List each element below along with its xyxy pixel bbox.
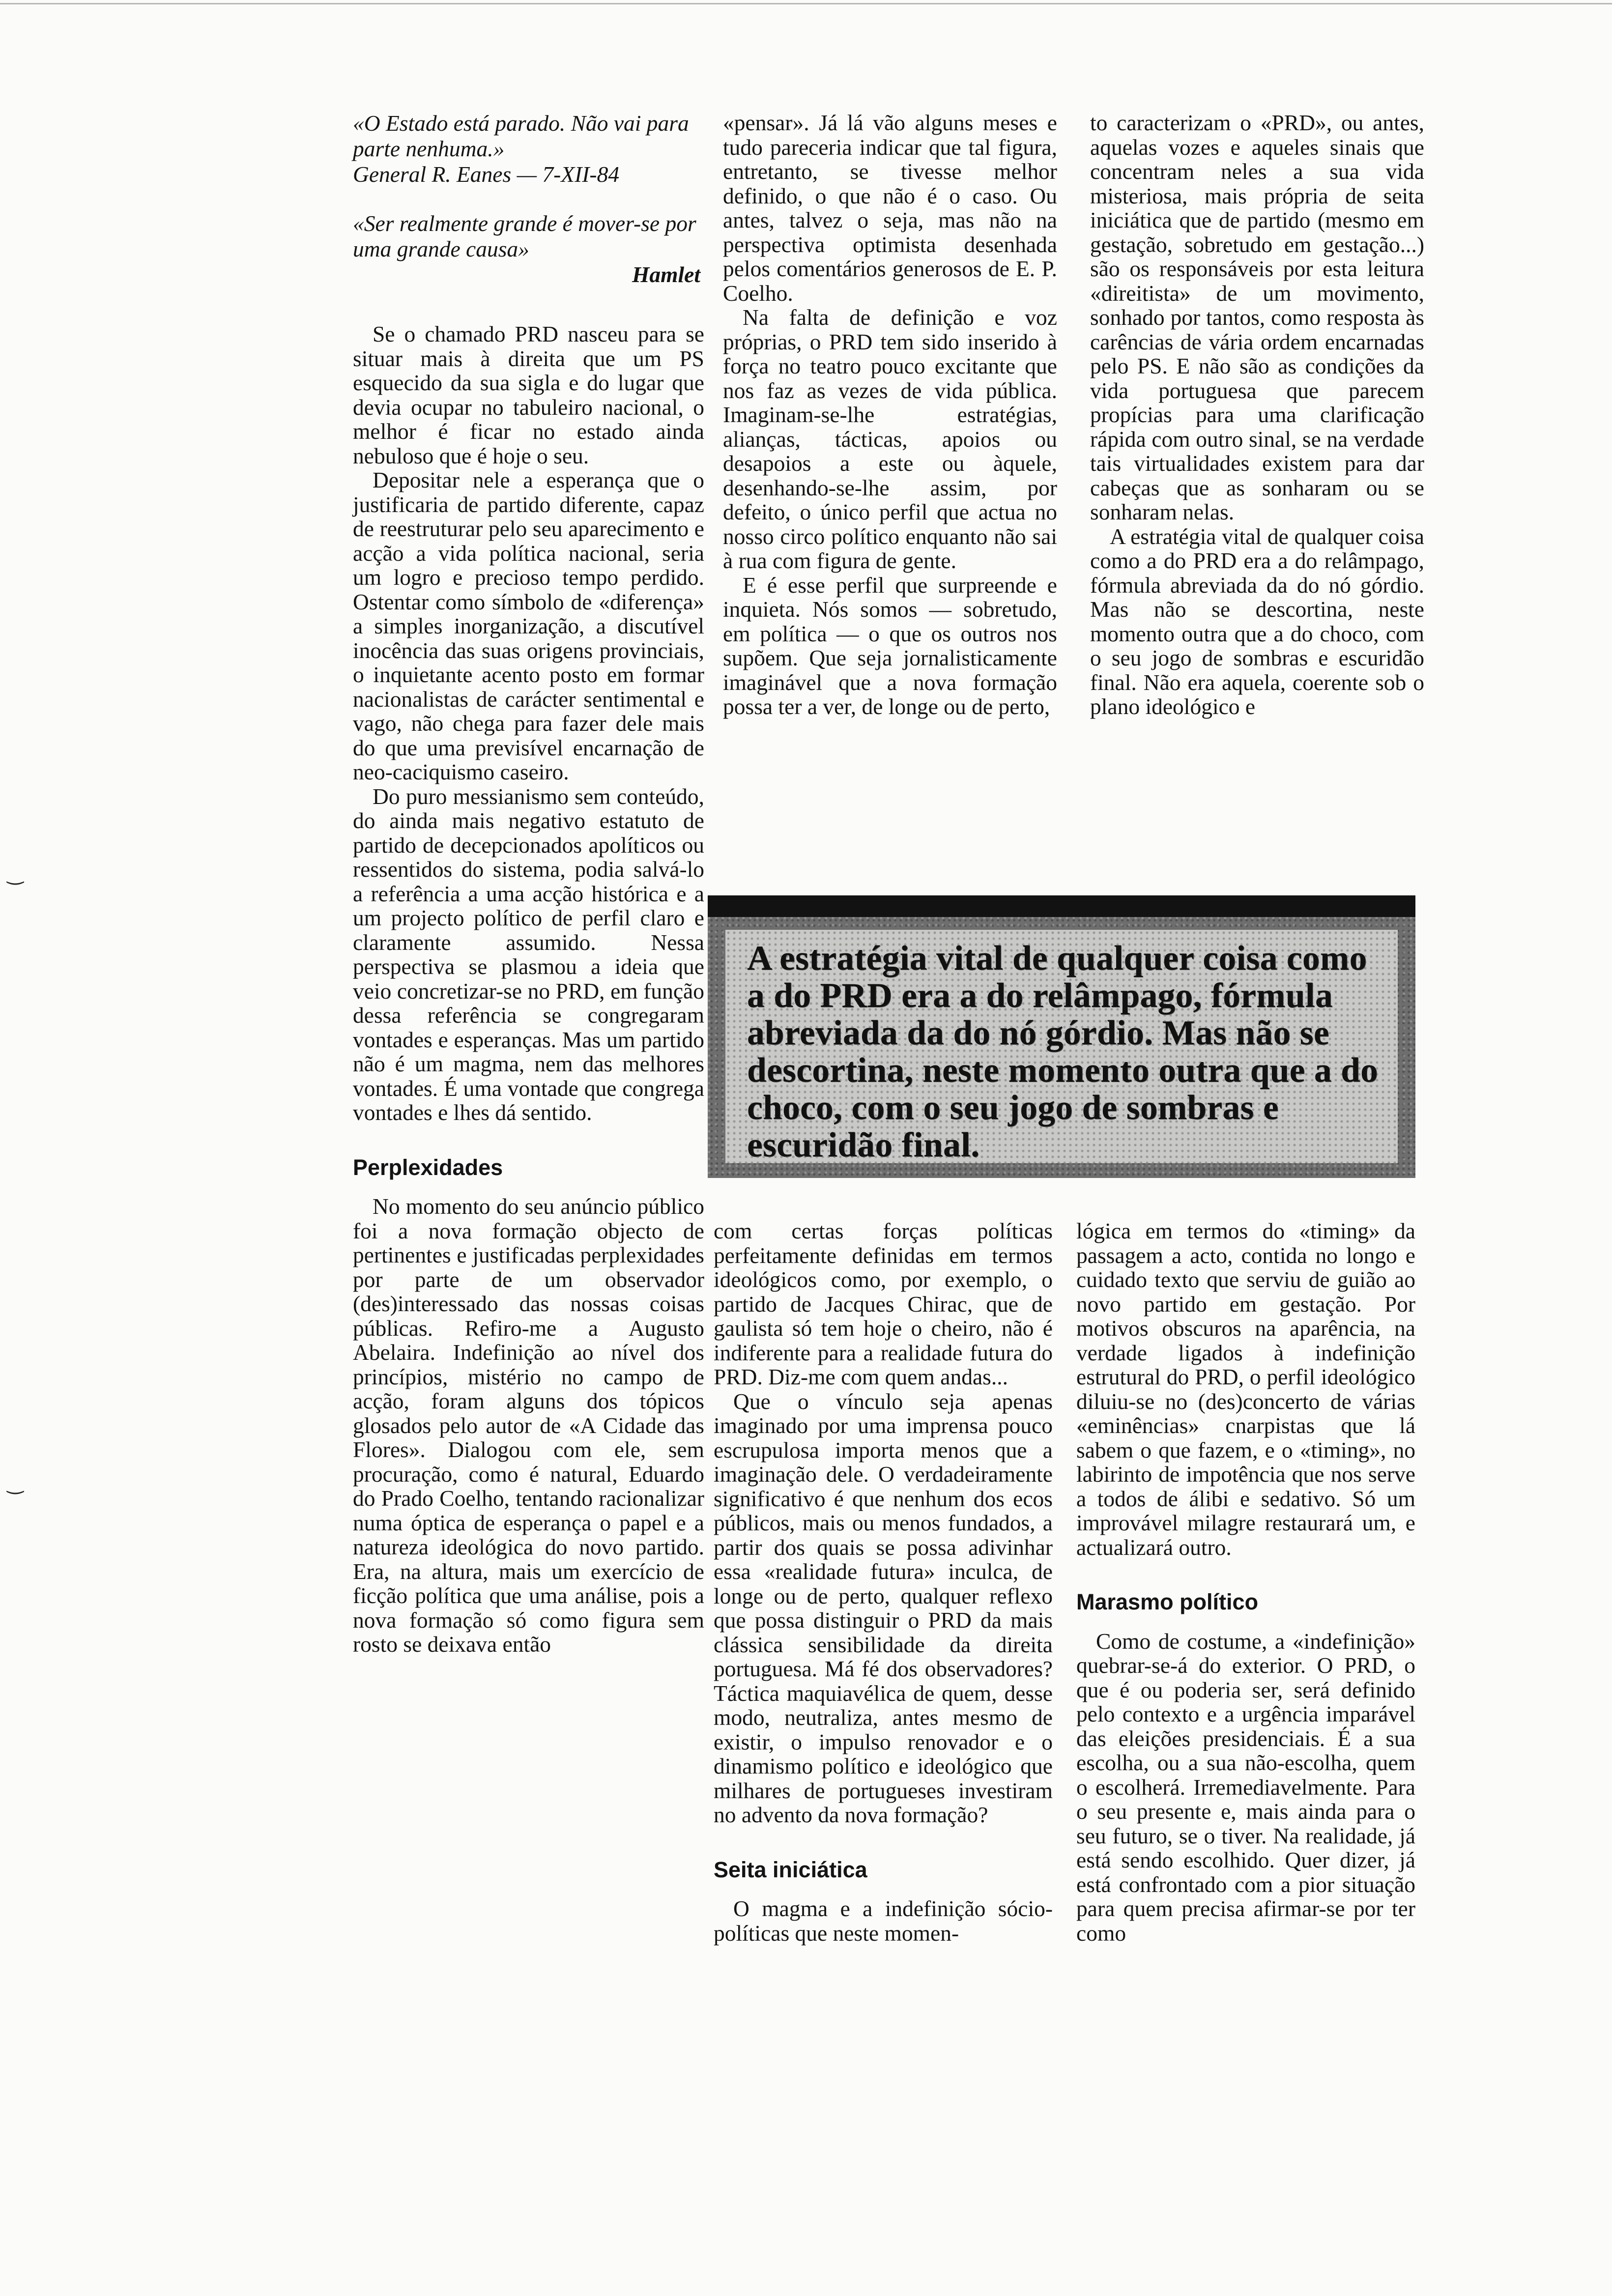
body-paragraph: com certas forças políticas perfeitamente definidas em termos ideológicos como, por exemplo, o partido de Jacques Chirac, que de gaulista só tem hoje o cheiro, não é indiferente para a realidade futura do PRD. Diz-me com quem andas...: [714, 1218, 1053, 1389]
body-paragraph: Do puro messianismo sem conteúdo, do ainda mais negativo estatuto de partido de decepcionados apolíticos ou ressentidos do sistema, podia salvá-lo a referência a uma acção histórica e a um projecto político de perfil claro e claramente assumido. Nessa perspectiva se plasmou a ideia que veio concretizar-se no PRD, em função dessa referência se congregaram vontades e esperanças. Mas um partido não é um magma, nem das melhores vontades. É uma vontade que congrega vontades e lhes dá sentido.: [353, 783, 704, 1125]
epigraph-source: General R. Eanes — 7-XII-84: [353, 162, 620, 187]
body-paragraph: E é esse perfil que surpreende e inquieta. Nós somos — sobretudo, em política — o que os outros nos supõem. Que seja jornalisticamente imaginável que a nova formação possa ter a ver, de longe ou de perto,: [723, 572, 1057, 719]
body-paragraph: Como de costume, a «indefinição» quebrar-se-á do exterior. O PRD, o que é ou poderia ser, será definido pelo contexto e a urgência imparável das eleições presidenciais. É a sua escolha, ou a sua não-escolha, quem o escolherá. Irremediavelmente. Para o seu presente e, mais ainda para o seu futuro, se o tiver. Na realidade, já está sendo escolhido. Quer dizer, já está confrontado com a pior situação para quem precisa afirmar-se por ter como: [1076, 1628, 1415, 1946]
body-paragraph: «pensar». Já lá vão alguns meses e tudo pareceria indicar que tal figura, entretanto, se tivesse melhor definido, o que não é o caso. Ou antes, talvez o seja, mas não na perspectiva optimista desenhada pelos comentários generosos de E. P. Coelho.: [723, 110, 1057, 306]
epigraph-author: Hamlet: [632, 262, 700, 287]
body-paragraph: O magma e a indefinição sócio-políticas que neste momen-: [714, 1896, 1053, 1946]
body-paragraph: lógica em termos do «timing» da passagem a acto, contida no longo e cuidado texto que serviu de guião ao novo partido em gestação. Por motivos obscuros na aparência, na verdade ligados à indefinição estrutural do PRD, o perfil ideológico diluiu-se no (des)concerto de várias «eminências» cnarpistas que lá sabem o que fazem, e o «timing», no labirinto de impotência que nos serve a todos de álibi e sedativo. Só um improvável milagre restaurará um, e actualizará outro.: [1076, 1218, 1415, 1560]
column-2-lower: [714, 1219, 1053, 1945]
column-3: [1090, 111, 1424, 719]
column-3-lower: [1076, 1219, 1415, 1945]
column-1: [353, 111, 704, 1657]
pull-quote-bar: [708, 895, 1415, 917]
section-heading: Perplexidades: [353, 1154, 503, 1180]
scan-margin-mark: ‿: [7, 862, 24, 885]
body-paragraph: Se o chamado PRD nasceu para se situar mais à direita que um PS esquecido da sua sigla e do lugar que devia ocupar no tabuleiro nacional, o melhor é ficar no estado ainda nebuloso que é hoje o seu.: [353, 321, 704, 468]
column-2: [723, 111, 1057, 719]
section-heading: Seita iniciática: [714, 1857, 867, 1882]
pull-quote-box: [708, 895, 1415, 1178]
body-paragraph: Que o vínculo seja apenas imaginado por uma imprensa pouco escrupulosa importa menos que a imaginação dele. O verdadeiramente significativo é que nenhum dos ecos públicos, mais ou menos fundados, a partir dos quais se possa adivinhar essa «realidade futura» inculca, de longe ou de perto, qualquer reflexo que possa distinguir o PRD da mais clássica sensibilidade da direita portuguesa. Má fé dos observadores? Táctica maquiavélica de quem, desse modo, neutraliza, antes mesmo de existir, o impulso renovador e o dinamismo político e ideológico que milhares de portugueses investiram no advento da nova formação?: [714, 1388, 1053, 1827]
body-paragraph: Depositar nele a esperança que o justificaria de partido diferente, capaz de reestruturar pelo seu aparecimento e acção a vida política nacional, seria um logro e precioso tempo perdido. Ostentar como símbolo de «diferença» a simples inorganização, a discutível inocência das suas origens provinciais, o inquietante acento posto em formar nacionalistas de carácter sentimental e vago, não chega para fazer dele mais do que uma previsível encarnação de neo-caciquismo caseiro.: [353, 467, 704, 784]
scan-margin-mark: ‿: [7, 1472, 24, 1494]
body-paragraph: No momento do seu anúncio público foi a nova formação objecto de pertinentes e justificadas perplexidades por parte de um observador (des)interessado das nossas coisas públicas. Refiro-me a Augusto Abelaira. Indefinição ao nível dos princípios, mistério no campo de acção, foram alguns dos tópicos glosados pelo autor de «A Cidade das Flores». Dialogou com ele, sem procuração, como é natural, Eduardo do Prado Coelho, tentando racionalizar numa óptica de esperança o papel e a natureza ideológica do novo partido. Era, na altura, mais um exercício de ficção política que uma análise, pois a nova formação só como figura sem rosto se deixava então: [353, 1194, 704, 1657]
page-top-rule: [0, 3, 1612, 4]
epigraph-quote: «O Estado está parado. Não vai para parte nenhuma.»: [353, 111, 689, 161]
pull-quote-text: A estratégia vital de qualquer coisa como a do PRD era a do relâmpago, fórmula abreviada da do nó górdio. Mas não se descortina, neste momento outra que a do choco, com o seu jogo de sombras e escuridão final.: [747, 939, 1379, 1164]
body-paragraph: A estratégia vital de qualquer coisa como a do PRD era a do relâmpago, fórmula abreviada da do nó górdio. Mas não se descortina, neste momento outra que a do choco, com o seu jogo de sombras e escuridão final. Não era aquela, coerente sob o plano ideológico e: [1090, 523, 1424, 719]
body-paragraph: to caracterizam o «PRD», ou antes, aquelas vozes e aqueles sinais que concentram neles a sua vida misteriosa, mais própria de seita iniciática que de partido (mesmo em gestação, sobretudo em gestação...) são os responsáveis por esta leitura «direitista» de um movimento, sonhado por tantos, como resposta às carências de vária ordem encarnadas pelo PS. E não são as condições da vida portuguesa que parecem propícias para uma clarificação rápida com outro sinal, se na verdade tais virtualidades existem para dar cabeças que as sonharam ou se sonharam nelas.: [1090, 110, 1424, 524]
epigraph-quote: «Ser realmente grande é mover-se por uma grande causa»: [353, 211, 696, 261]
section-heading: Marasmo político: [1076, 1589, 1259, 1614]
body-paragraph: Na falta de definição e voz próprias, o PRD tem sido inserido à força no teatro pouco excitante que nos faz as vezes de vida pública. Imaginam-se-lhe estratégias, alianças, tácticas, apoios ou desapoios a este ou àquele, desenhando-se-lhe assim, por defeito, o único perfil que actua no nosso circo político enquanto não sai à rua com figura de gente.: [723, 305, 1057, 573]
